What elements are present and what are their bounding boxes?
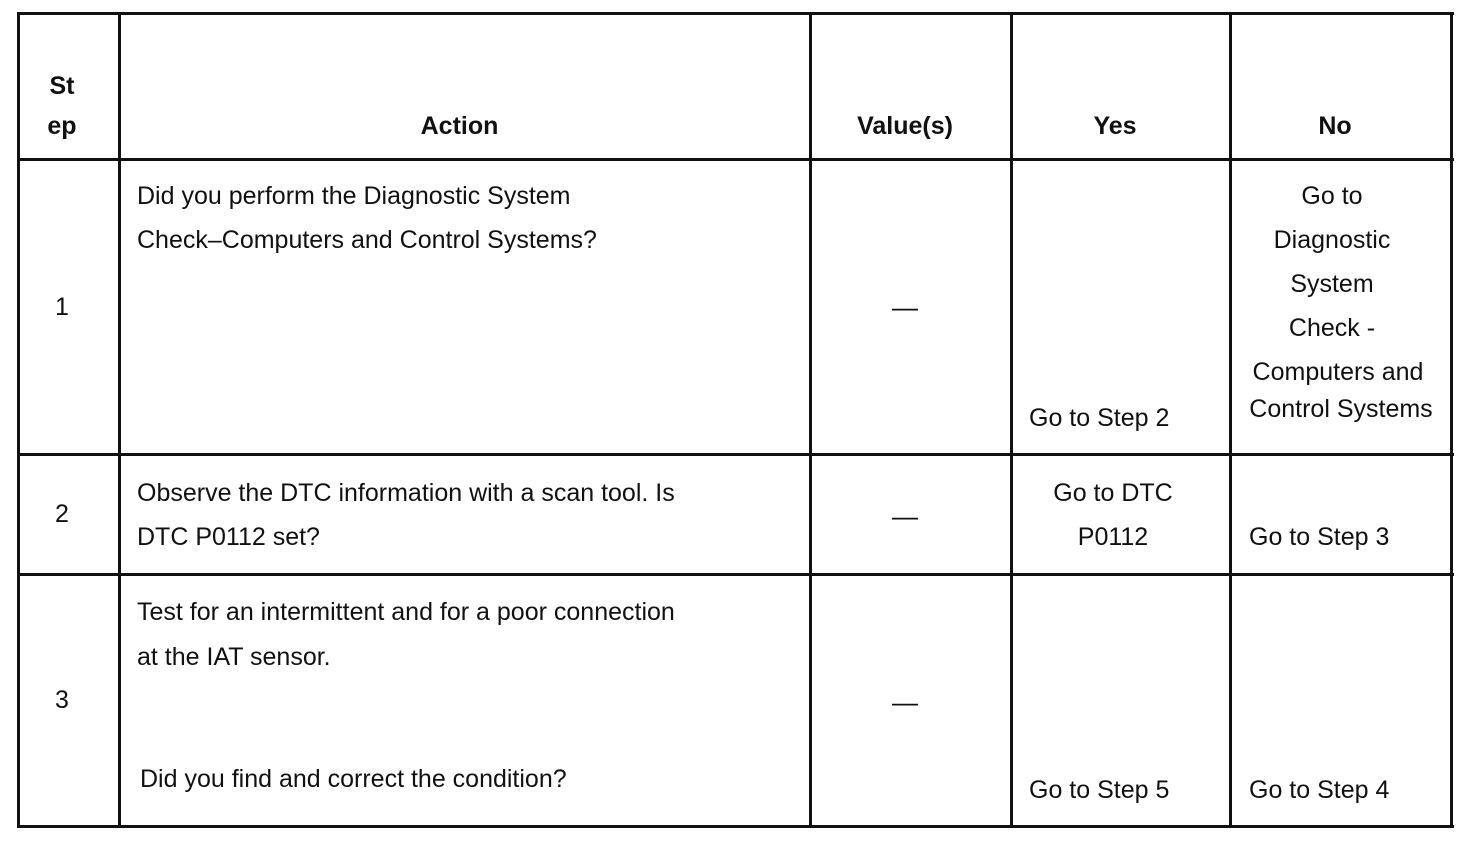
row1-value: — bbox=[892, 292, 918, 322]
row1-no-line2: Diagnostic bbox=[1273, 226, 1391, 254]
header-no: No bbox=[1318, 112, 1352, 140]
header-action: Action bbox=[420, 112, 499, 140]
row2-yes-line1: Go to DTC bbox=[1053, 479, 1173, 507]
row3-yes: Go to Step 5 bbox=[1029, 776, 1170, 804]
row1-step: 1 bbox=[55, 293, 69, 321]
row1-action-line1: Did you perform the Diagnostic System bbox=[137, 182, 571, 210]
row2-action-line2: DTC P0112 set? bbox=[137, 523, 320, 551]
row3-step: 3 bbox=[55, 686, 69, 714]
header-divider bbox=[17, 158, 1454, 161]
row3-no: Go to Step 4 bbox=[1249, 776, 1390, 804]
header-yes: Yes bbox=[1093, 112, 1137, 140]
row3-action-line2: at the IAT sensor. bbox=[137, 643, 331, 671]
table-border-right bbox=[1450, 12, 1453, 828]
row1-no-line4: Check - bbox=[1288, 314, 1376, 342]
row-divider-1 bbox=[17, 453, 1454, 456]
row1-action-line2: Check–Computers and Control Systems? bbox=[137, 226, 597, 254]
header-step-line1: St bbox=[49, 72, 75, 100]
row2-no: Go to Step 3 bbox=[1249, 523, 1390, 551]
row2-step: 2 bbox=[55, 500, 69, 528]
row1-no-line5: Computers and bbox=[1252, 358, 1424, 386]
row1-yes: Go to Step 2 bbox=[1029, 404, 1170, 432]
row3-action-line1: Test for an intermittent and for a poor connection bbox=[137, 598, 675, 626]
row-divider-2 bbox=[17, 573, 1454, 576]
table-border-top bbox=[17, 12, 1454, 15]
header-values: Value(s) bbox=[857, 112, 953, 140]
row1-no-line6: Control Systems bbox=[1249, 395, 1433, 423]
row3-value: — bbox=[892, 687, 918, 717]
row1-no-line3: System bbox=[1290, 270, 1374, 298]
row2-value: — bbox=[892, 501, 918, 531]
header-step-line2: ep bbox=[47, 112, 77, 140]
row3-action-question: Did you find and correct the condition? bbox=[140, 765, 567, 793]
row2-action-line1: Observe the DTC information with a scan tool. Is bbox=[137, 479, 675, 507]
row2-yes-line2: P0112 bbox=[1077, 523, 1149, 551]
table-border-bottom bbox=[17, 825, 1454, 828]
row1-no-line1: Go to bbox=[1301, 182, 1363, 210]
